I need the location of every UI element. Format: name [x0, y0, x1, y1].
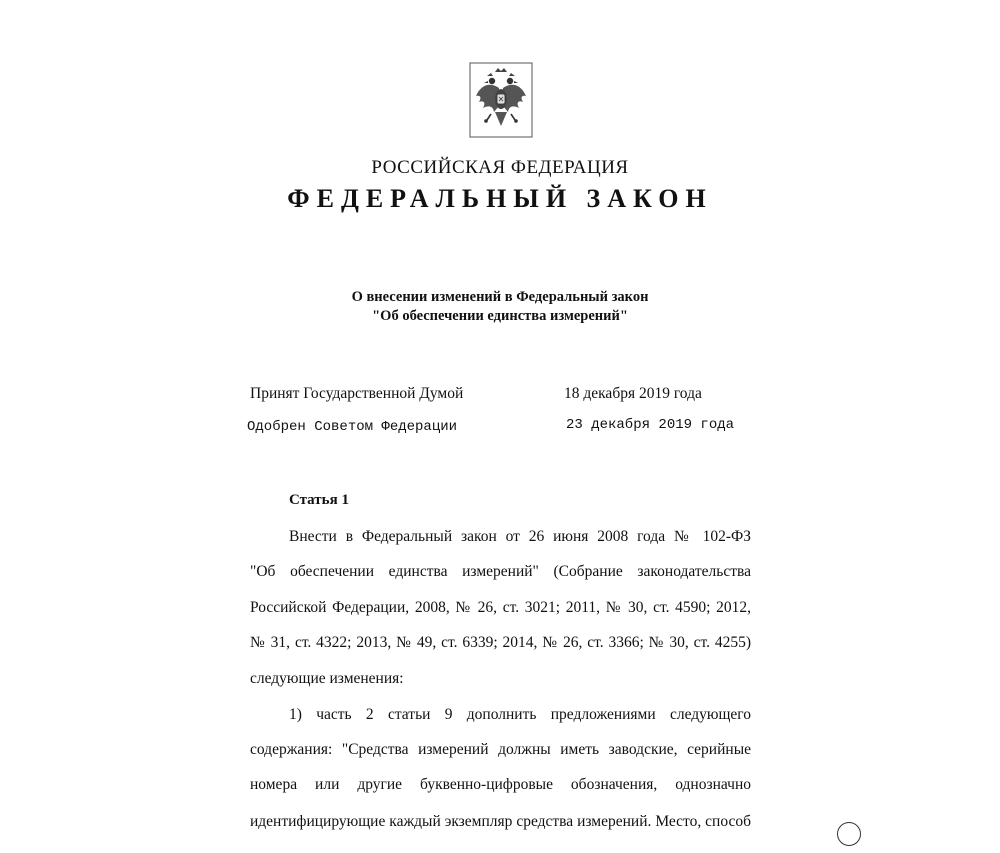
article-text-line: 1) часть 2 статьи 9 дополнить предложениями следующего [289, 706, 751, 723]
law-title-line-2: "Об обеспечении единства измерений" [372, 308, 628, 324]
page-control-circle-icon[interactable] [837, 822, 861, 846]
article-heading: Статья 1 [289, 492, 349, 508]
country-name: РОССИЙСКАЯ ФЕДЕРАЦИЯ [371, 157, 629, 178]
duma-adoption-label: Принят Государственной Думой [250, 385, 464, 402]
duma-adoption-date: 18 декабря 2019 года [564, 385, 702, 402]
coat-of-arms-emblem [469, 62, 533, 138]
council-approval-label: Одобрен Советом Федерации [247, 419, 458, 435]
council-approval-date: 23 декабря 2019 года [566, 417, 735, 433]
article-text-line: Российской Федерации, 2008, № 26, ст. 3021; 2011, № 30, ст. 4590; 2012, [250, 599, 751, 616]
article-text-line: "Об обеспечении единства измерений" (Собрание законодательства [250, 563, 751, 580]
document-type-heading: ФЕДЕРАЛЬНЫЙ ЗАКОН [287, 184, 713, 213]
article-text-line: номера или другие буквенно-цифровые обозначения, однозначно [250, 776, 751, 793]
article-text-line: Внести в Федеральный закон от 26 июня 2008 года № 102-ФЗ [289, 528, 751, 545]
article-text-line: № 31, ст. 4322; 2013, № 49, ст. 6339; 2014, № 26, ст. 3366; № 30, ст. 4255) [250, 634, 751, 651]
article-text-line: содержания: "Средства измерений должны иметь заводские, серийные [250, 741, 751, 758]
law-title-line-1: О внесении изменений в Федеральный закон [351, 289, 649, 305]
article-text-line: следующие изменения: [250, 670, 404, 687]
article-text-line: идентифицирующие каждый экземпляр средства измерений. Место, способ [250, 813, 751, 830]
